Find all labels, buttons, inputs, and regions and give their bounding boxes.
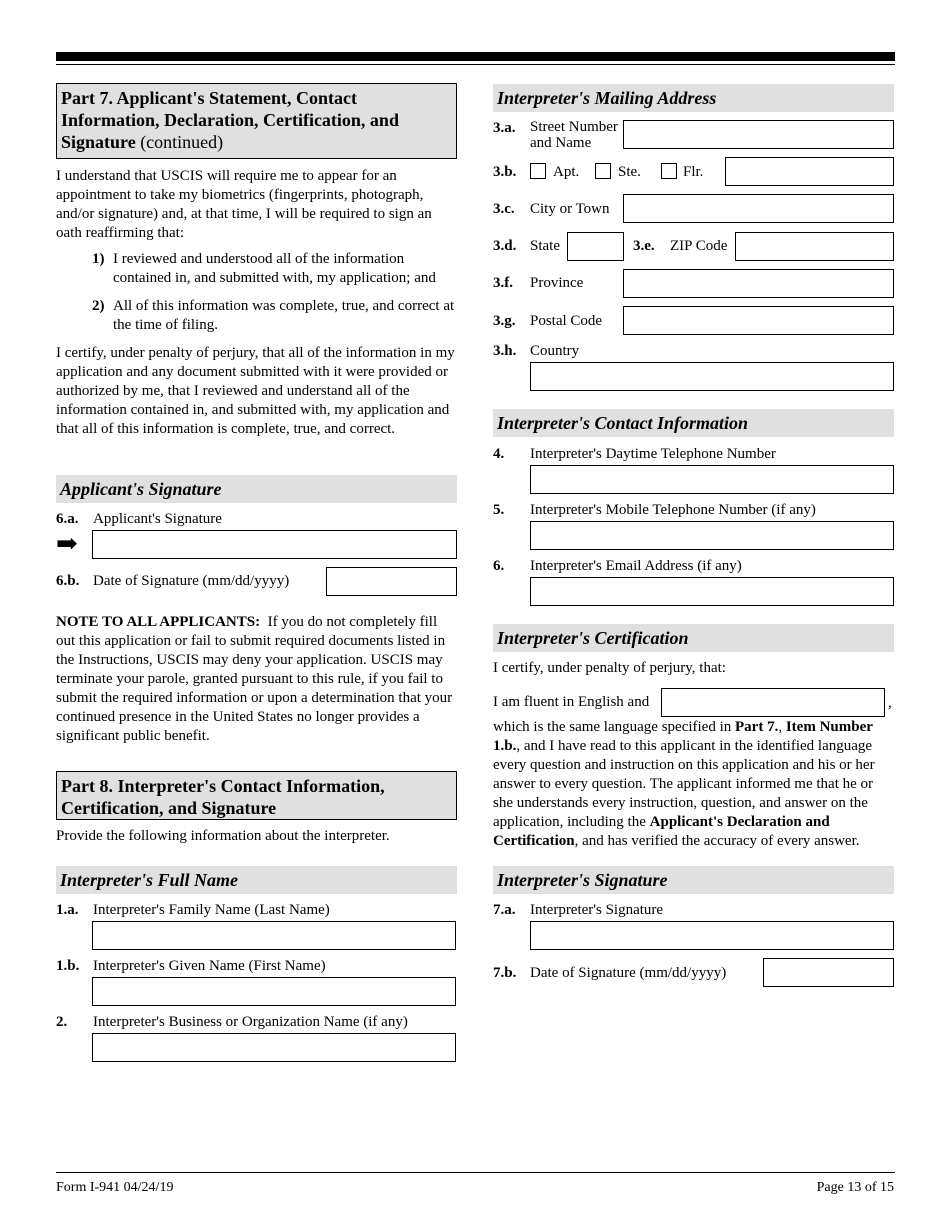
interpreter-signature-field[interactable]: [530, 921, 894, 950]
item-6a-number: 6.a.: [56, 511, 79, 527]
email-field[interactable]: [530, 577, 894, 606]
item-3g-number: 3.g.: [493, 313, 516, 329]
item-6b-label: Date of Signature (mm/dd/yyyy): [93, 573, 290, 589]
item-1b-label: Interpreter's Given Name (First Name): [93, 958, 326, 974]
cert-sep: ,: [778, 719, 786, 735]
street-number-name-field[interactable]: [623, 120, 894, 149]
part7-certify-text: I certify, under penalty of perjury, that all of the information in my application and any document submitted with it were provided or authorized by me, that I reviewed and understand all of the information contained in, and submitted with, my application and that all of this information is complete, true, and correct.: [56, 345, 455, 437]
apt-ste-flr-number-field[interactable]: [725, 157, 894, 186]
daytime-phone-field[interactable]: [530, 465, 894, 494]
interpreter-organization-field[interactable]: [92, 1033, 456, 1062]
item-1a-number: 1.a.: [56, 902, 79, 918]
item-3c-number: 3.c.: [493, 201, 515, 217]
item-1a-label: Interpreter's Family Name (Last Name): [93, 902, 330, 918]
item-6-number: 6.: [493, 558, 505, 574]
item-4-number: 4.: [493, 446, 505, 462]
list-item: [92, 297, 457, 335]
item-6a-label: Applicant's Signature: [93, 511, 222, 527]
certification-paragraph: [493, 718, 894, 851]
cert-item-ref: Item Number 1.b.: [493, 719, 873, 754]
part7-continued: (continued): [140, 132, 224, 152]
certification-line1: I certify, under penalty of perjury, that:: [493, 660, 726, 676]
cert-text-2: , and I have read to this applicant in the identified language every question and instruction on this application and his or her answer to every question. The applicant informed me that he or she understands every instruction, question, and answer on the application, including the: [493, 738, 875, 830]
note-to-applicants: [56, 613, 458, 746]
flr-checkbox[interactable]: [661, 163, 677, 179]
item-1b-number: 1.b.: [56, 958, 80, 974]
item-7a-number: 7.a.: [493, 902, 516, 918]
item-3a-label-line2: and Name: [530, 135, 592, 151]
item-3g-label: Postal Code: [530, 313, 603, 329]
item-3e-label: ZIP Code: [670, 238, 728, 254]
note-body: If you do not completely fill out this application or fail to submit required documents listed in the Instructions, USCIS may deny your application. USCIS may terminate your parole, granted pursuant to this rule, if you fail to submit the required information or upon a determination that your continued presence in the United States no longer provides a significant public benefit.: [56, 614, 453, 744]
interpreter-signature-header: Interpreter's Signature: [493, 866, 894, 894]
item-2-label: Interpreter's Business or Organization Name (if any): [93, 1014, 408, 1030]
apt-label: Apt.: [553, 164, 580, 180]
item-3a-label-line1: Street Number: [530, 119, 618, 135]
interpreter-certification-header: Interpreter's Certification: [493, 624, 894, 652]
part7-title: Part 7. Applicant's Statement, Contact Information, Declaration, Certification, and Signature: [61, 88, 399, 152]
interpreter-signature-date-field[interactable]: [763, 958, 894, 987]
interpreter-given-name-field[interactable]: [92, 977, 456, 1006]
item-7b-number: 7.b.: [493, 965, 517, 981]
item-3a-number: 3.a.: [493, 120, 516, 136]
page-number: Page 13 of 15: [816, 1180, 894, 1195]
ste-label: Ste.: [618, 164, 641, 180]
part8-intro: Provide the following information about the interpreter.: [56, 828, 390, 844]
fluent-comma: ,: [888, 695, 892, 711]
fluent-label: I am fluent in English and: [493, 694, 650, 710]
interpreter-full-name-header: Interpreter's Full Name: [56, 866, 457, 894]
list-item-number: 2): [92, 298, 105, 314]
part8-header: Part 8. Interpreter's Contact Information, Certification, and Signature: [56, 771, 457, 820]
top-rule-thick: [56, 52, 895, 61]
mobile-phone-field[interactable]: [530, 521, 894, 550]
item-5-label: Interpreter's Mobile Telephone Number (if any): [530, 502, 816, 518]
item-3d-number: 3.d.: [493, 238, 517, 254]
cert-text-1: which is the same language specified in: [493, 719, 736, 735]
item-5-number: 5.: [493, 502, 505, 518]
item-6-label: Interpreter's Email Address (if any): [530, 558, 742, 574]
interpreter-family-name-field[interactable]: [92, 921, 456, 950]
list-item-number: 1): [92, 251, 105, 267]
applicant-signature-header: Applicant's Signature: [56, 475, 457, 503]
part7-header: [56, 83, 457, 159]
item-4-label: Interpreter's Daytime Telephone Number: [530, 446, 776, 462]
item-7b-label: Date of Signature (mm/dd/yyyy): [530, 965, 727, 981]
part7-intro: I understand that USCIS will require me to appear for an appointment to take my biometrics (fingerprints, photograph, and/or signature) and, at that time, I will be required to sign an oath reaffirming that:: [56, 168, 432, 241]
note-heading: NOTE TO ALL APPLICANTS:: [56, 614, 261, 630]
flr-label: Flr.: [683, 164, 704, 180]
form-id: Form I-941 04/24/19: [56, 1180, 174, 1195]
province-field[interactable]: [623, 269, 894, 298]
item-3e-number: 3.e.: [633, 238, 655, 254]
top-rule-thin: [56, 64, 895, 65]
list-item: [92, 250, 457, 288]
cert-part7-ref: Part 7.: [735, 719, 779, 735]
cert-declaration-ref: Applicant's Declaration and Certification: [493, 814, 830, 849]
applicant-signature-field[interactable]: [92, 530, 457, 559]
item-3h-number: 3.h.: [493, 343, 517, 359]
list-item-text: All of this information was complete, true, and correct at the time of filing.: [113, 298, 455, 333]
country-field[interactable]: [530, 362, 894, 391]
item-3a-label: [530, 119, 618, 151]
item-3f-number: 3.f.: [493, 275, 513, 291]
city-town-field[interactable]: [623, 194, 894, 223]
ste-checkbox[interactable]: [595, 163, 611, 179]
cert-text-3: , and has verified the accuracy of every answer.: [574, 833, 860, 849]
footer-rule: [56, 1172, 895, 1173]
item-3d-label: State: [530, 238, 560, 254]
interpreter-mailing-address-header: Interpreter's Mailing Address: [493, 84, 894, 112]
applicant-signature-date-field[interactable]: [326, 567, 457, 596]
language-field[interactable]: [661, 688, 885, 717]
item-3b-number: 3.b.: [493, 164, 517, 180]
zip-code-field[interactable]: [735, 232, 894, 261]
item-3c-label: City or Town: [530, 201, 610, 217]
item-3f-label: Province: [530, 275, 584, 291]
apt-checkbox[interactable]: [530, 163, 546, 179]
item-7a-label: Interpreter's Signature: [530, 902, 664, 918]
arrow-right-icon: ➡: [56, 529, 78, 558]
interpreter-contact-information-header: Interpreter's Contact Information: [493, 409, 894, 437]
list-item-text: I reviewed and understood all of the information contained in, and submitted with, my application; and: [113, 251, 436, 286]
item-3h-label: Country: [530, 343, 580, 359]
item-6b-number: 6.b.: [56, 573, 80, 589]
state-select[interactable]: [567, 232, 624, 261]
postal-code-field[interactable]: [623, 306, 894, 335]
item-2-number: 2.: [56, 1014, 68, 1030]
